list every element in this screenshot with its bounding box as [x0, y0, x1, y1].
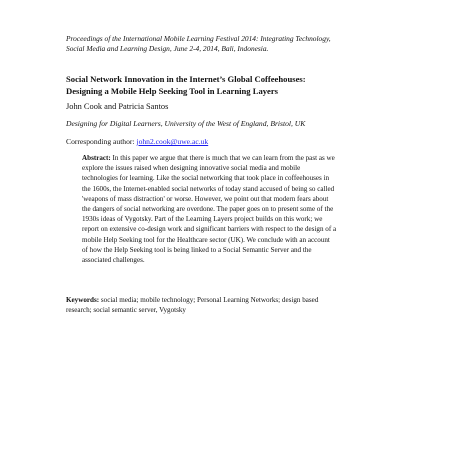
affiliation: Designing for Digital Learners, University of the West of England, Bristol, UK [66, 119, 306, 128]
keywords [66, 295, 396, 315]
authors: John Cook and Patricia Santos [66, 102, 169, 111]
keywords-text: social media; mobile technology; Personal Learning Networks; design based [99, 296, 319, 304]
proceedings-line-1: Proceedings of the International Mobile Learning Festival 2014: Integrating Technology, [66, 34, 331, 43]
abstract [66, 153, 396, 265]
abstract-line: of how the Help Seeking tool is being linked to a Social Semantic Server and the [82, 245, 312, 254]
paper-title-line-1: Social Network Innovation in the Internet’s Global Coffeehouses: [66, 74, 306, 84]
abstract-line: mobile Help Seeking tool for the Healthcare sector (UK). We conclude with an account [82, 235, 330, 244]
abstract-line: the dangers of social networking are overdone. The paper goes on to present some of the [82, 205, 334, 214]
abstract-line: the 1600s, the Internet-enabled social networks of today stand accused of being so called [82, 184, 335, 193]
abstract-line: 1930s ideas of Vygotsky. Part of the Learning Layers project builds on this work; we [82, 215, 323, 224]
corresponding-author [66, 137, 208, 147]
abstract-label: Abstract: [82, 154, 111, 162]
corresponding-author-email-link[interactable]: john2.cook@uwe.ac.uk [136, 137, 209, 146]
abstract-line [66, 153, 396, 163]
proceedings-line-2: Social Media and Learning Design, June 2-4, 2014, Bali, Indonesia. [66, 43, 269, 53]
abstract-text: In this paper we argue that there is much that we can learn from the past as we [110, 154, 335, 162]
paper-title-line-2: Designing a Mobile Help Seeking Tool in Learning Layers [66, 86, 279, 96]
abstract-line: associated challenges. [82, 256, 145, 265]
paper-title [66, 73, 396, 97]
abstract-line: report on extensive co-design work and significant barriers with respect to the design of a [82, 225, 337, 234]
abstract-line: technologies for learning. Like the social networking that took place in coffeehouses in [82, 174, 330, 183]
abstract-line: 'weapons of mass distraction' or worse. However, we point out that modern fears about [82, 194, 329, 203]
corresponding-author-label: Corresponding author: [66, 137, 137, 146]
keywords-line [66, 295, 396, 305]
keywords-line: research; social semantic server, Vygotsky [66, 306, 186, 315]
abstract-line: explore the issues raised when designing innovative social media and mobile [82, 164, 301, 173]
proceedings-header [66, 34, 396, 53]
keywords-label: Keywords: [66, 296, 100, 304]
